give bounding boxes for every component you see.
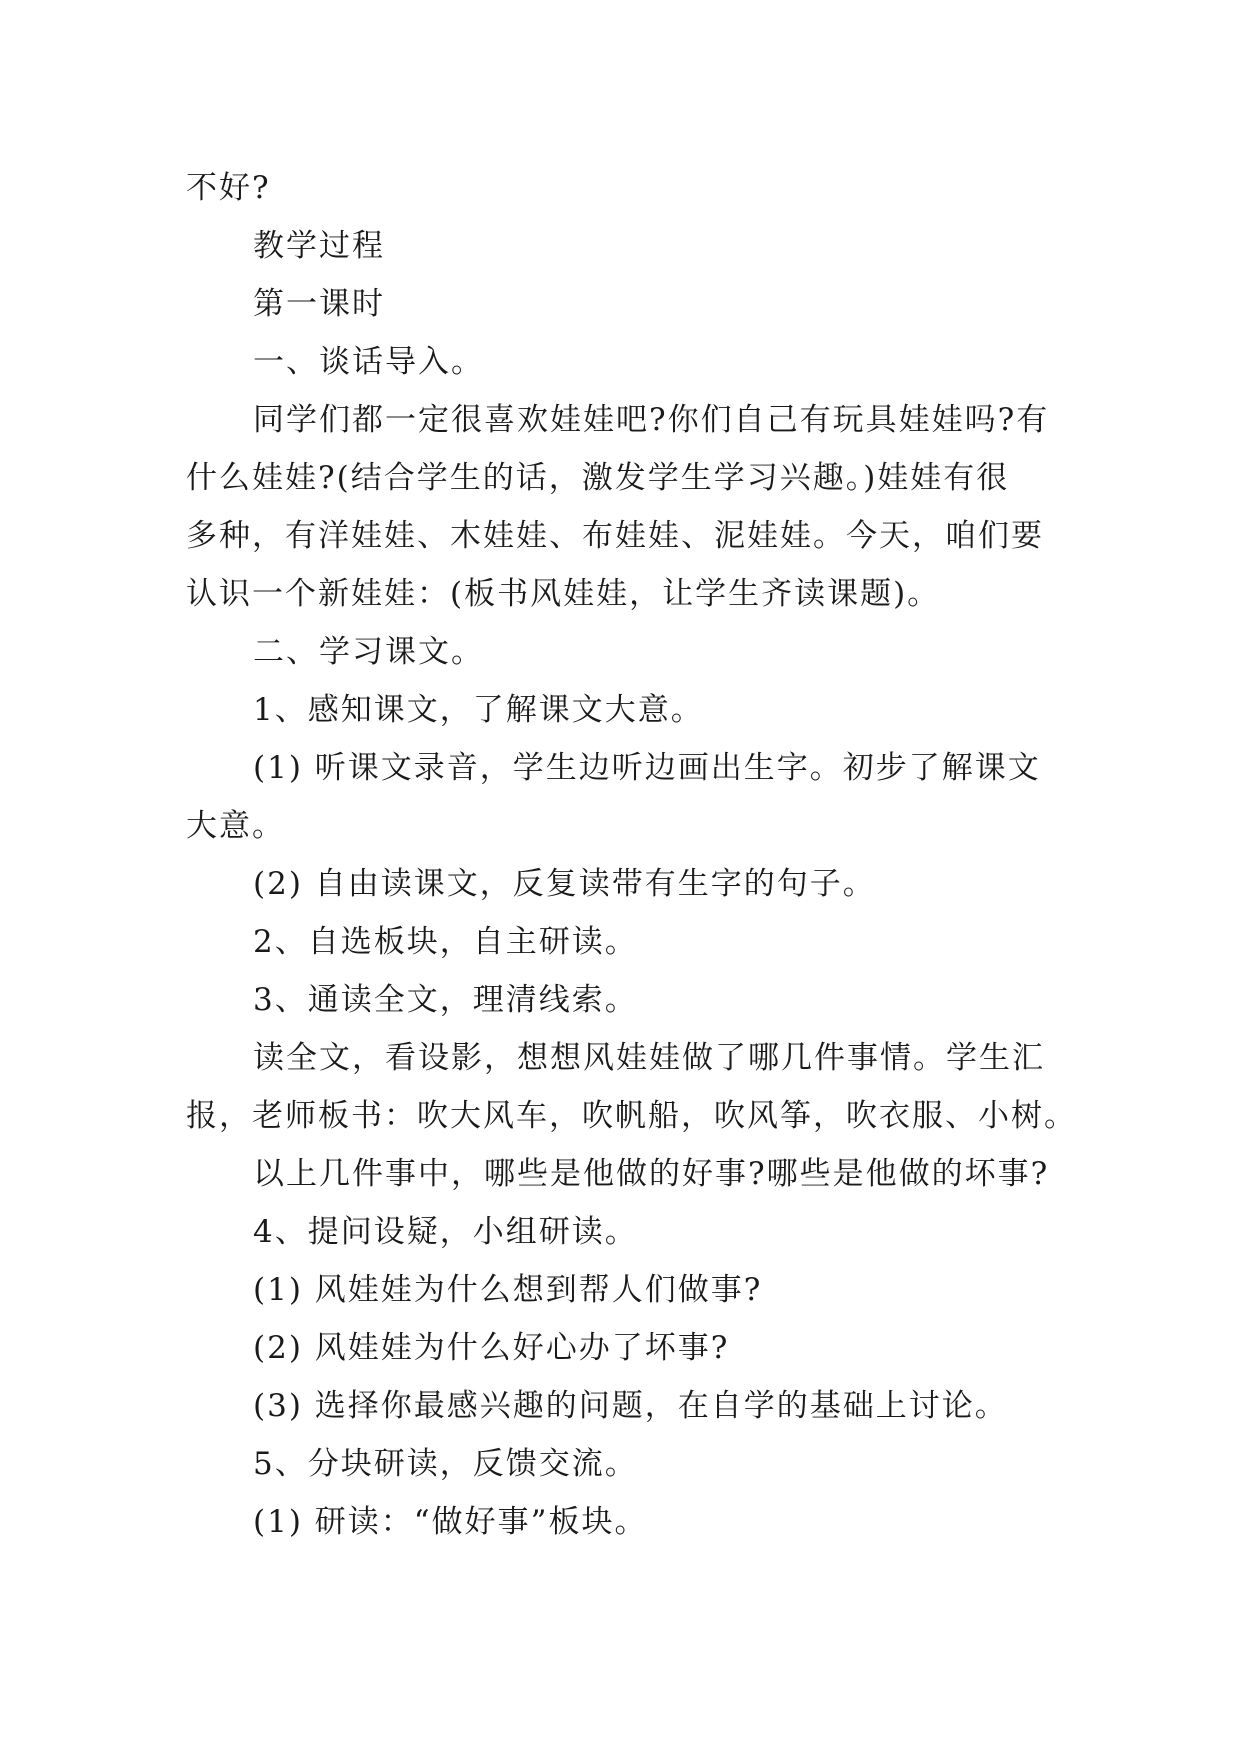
text-line: 3、通读全文，理清线索。: [253, 982, 638, 1018]
text-line: 第一课时: [253, 286, 385, 322]
text-line: 2、自选板块，自主研读。: [253, 924, 638, 960]
text-line: (1) 研读：“做好事”板块。: [253, 1504, 648, 1540]
text-line: (2) 风娃娃为什么好心办了坏事?: [253, 1330, 730, 1366]
text-line: 4、提问设疑，小组研读。: [253, 1214, 638, 1250]
text-line: (1) 听课文录音，学生边听边画出生字。初步了解课文: [253, 750, 1041, 786]
text-line: 一、谈话导入。: [253, 344, 484, 380]
text-line: (1) 风娃娃为什么想到帮人们做事?: [253, 1272, 763, 1308]
text-line: 多种，有洋娃娃、木娃娃、布娃娃、泥娃娃。今天，咱们要: [186, 518, 1044, 554]
text-line: 二、学习课文。: [253, 634, 484, 670]
text-line: 不好?: [186, 170, 271, 206]
text-line: 什么娃娃?(结合学生的话，激发学生学习兴趣。)娃娃有很: [186, 460, 1010, 496]
text-line: 报，老师板书：吹大风车，吹帆船，吹风筝，吹衣服、小树。: [186, 1098, 1077, 1134]
text-line: 读全文，看设影，想想风娃娃做了哪几件事情。学生汇: [253, 1040, 1045, 1076]
text-line: (3) 选择你最感兴趣的问题，在自学的基础上讨论。: [253, 1388, 1008, 1424]
text-line: 1、感知课文，了解课文大意。: [253, 692, 704, 728]
text-line: 认识一个新娃娃：(板书风娃娃，让学生齐读课题)。: [186, 576, 941, 612]
text-line: 5、分块研读，反馈交流。: [253, 1446, 638, 1482]
text-line: 以上几件事中，哪些是他做的好事?哪些是他做的坏事?: [253, 1156, 1050, 1192]
text-line: 大意。: [186, 808, 285, 844]
text-line: 同学们都一定很喜欢娃娃吧?你们自己有玩具娃娃吗?有: [253, 402, 1050, 438]
text-line: (2) 自由读课文，反复读带有生字的句子。: [253, 866, 876, 902]
text-line: 教学过程: [253, 228, 385, 264]
